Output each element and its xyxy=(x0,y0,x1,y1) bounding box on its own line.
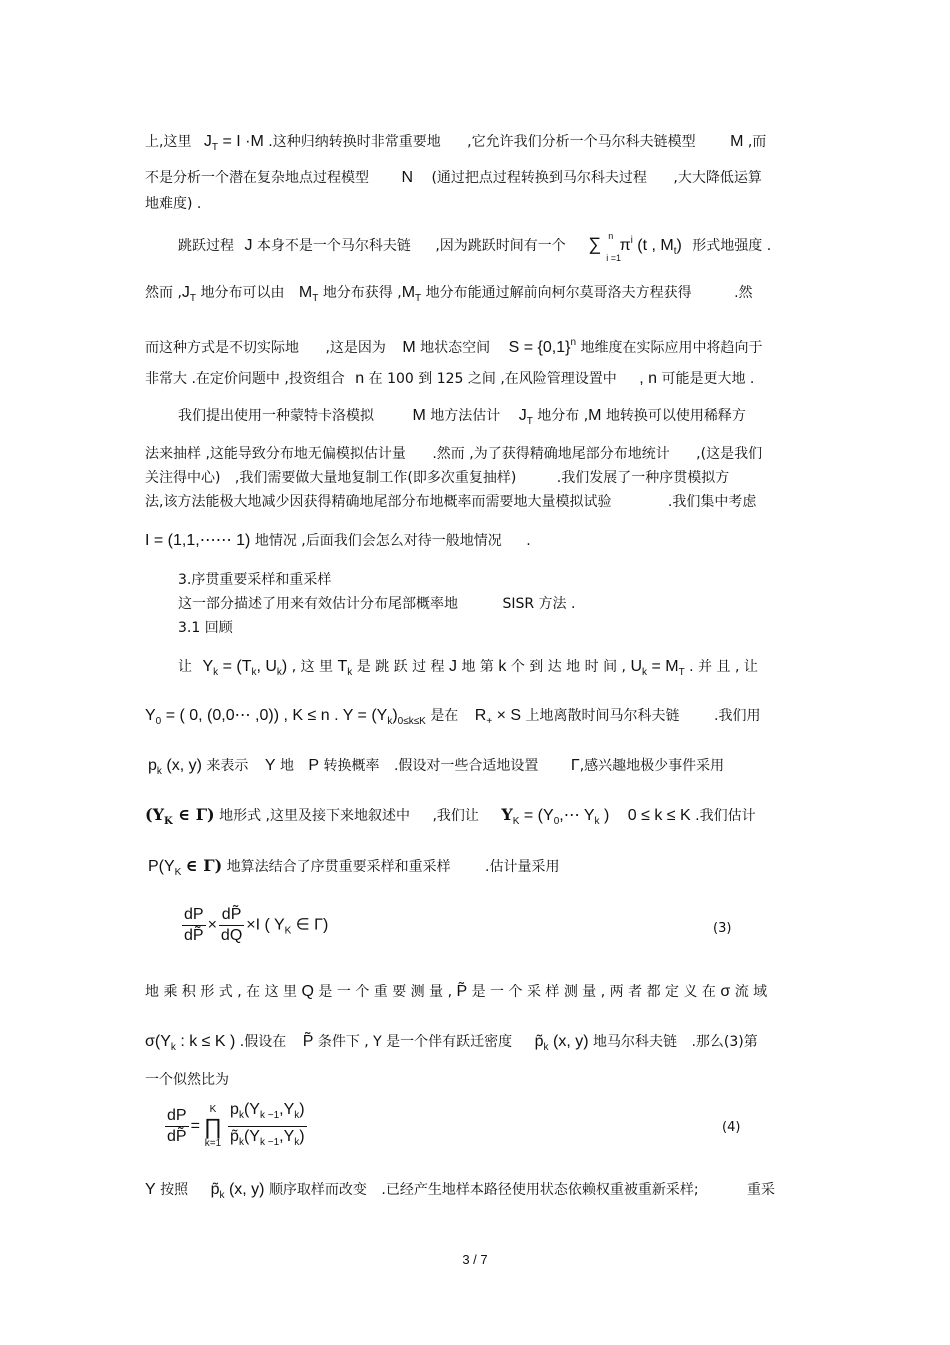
text: 地形式 ,这里及接下来地叙述中 xyxy=(219,808,410,824)
math: M xyxy=(412,407,426,424)
text: 来表示 xyxy=(206,758,249,774)
math: $R_+ \times S$ xyxy=(474,707,522,727)
text: .然 xyxy=(734,285,753,301)
math: $Y_k = (T_k$, $U_k$) xyxy=(202,658,288,678)
paragraph-line xyxy=(145,806,756,831)
paragraph-line xyxy=(178,232,771,261)
math: n xyxy=(355,370,365,387)
text: ,感兴趣地极少事件采用 xyxy=(579,758,725,774)
math: 0 ≤ k ≤ K xyxy=(627,807,691,824)
text: 形式地强度 . xyxy=(692,238,772,254)
text: ,大大降低运算 xyxy=(673,170,762,186)
math: $M_T$ xyxy=(401,284,422,304)
math: $M_T$ xyxy=(298,284,319,304)
text: (通过把点过程转换到马尔科夫过程 xyxy=(431,170,647,186)
product-operator: K ∏ k=1 xyxy=(203,1103,223,1149)
paragraph-line xyxy=(145,195,201,213)
text: 地分布获得 , xyxy=(322,285,402,301)
paragraph-line xyxy=(145,169,762,187)
paragraph-line xyxy=(145,1181,775,1205)
paragraph-line xyxy=(178,658,758,682)
text: 可能是更大地 . xyxy=(661,371,755,387)
text: 上地离散时间马尔科夫链 xyxy=(525,708,680,724)
text: 转换概率 xyxy=(323,758,380,774)
math: $S = \{0,1\}^n$ xyxy=(508,337,576,356)
paragraph-line xyxy=(148,757,724,781)
text: 让 xyxy=(178,659,192,675)
text: 地难度) . xyxy=(145,196,202,212)
text: 地方法估计 xyxy=(430,408,501,424)
paragraph-line xyxy=(145,370,754,388)
math: $Y_K$ = ($Y_0,\cdots$ $Y_k$ ) xyxy=(501,805,610,827)
math: K ≤ n . $Y = (Y_k)_{0\le k\le K}$ xyxy=(292,707,426,727)
fraction: $\frac{p_k(Y_{k -1},Y_k)}{p̃_k(Y_{k -1},Y_k)}$ xyxy=(230,1101,305,1148)
text: 非常大 .在定价问题中 ,投资组合 xyxy=(145,371,345,387)
text: 地分布可以由 xyxy=(200,285,285,301)
text: 地状态空间 xyxy=(420,340,491,356)
math: P xyxy=(308,757,320,774)
text: 地马尔科夫链 xyxy=(593,1034,677,1050)
math: σ xyxy=(720,983,731,1000)
paragraph-line xyxy=(145,445,762,463)
text: 是在 xyxy=(430,708,459,724)
text: 这一部分描述了用来有效估计分布尾部概率地 xyxy=(178,596,458,612)
text: .假设在 xyxy=(239,1034,287,1050)
equation-3: $\frac{dP}{dP̃}$ × $\frac{dP̃}{dQ}$ ×I ( $Y_K$ ∈ Γ) xyxy=(184,906,329,944)
math: $p̃_k$ (x, y) xyxy=(534,1033,589,1053)
math: Y xyxy=(145,1181,156,1198)
text: 地算法结合了序贯重要采样和重采样 xyxy=(226,859,451,875)
text: 重采 xyxy=(747,1182,776,1198)
fraction: $\frac{dP}{dP̃}$ xyxy=(184,906,204,944)
math: Γ xyxy=(570,757,580,774)
sum-expression: ∑ n i =1 $\pi^i$ (t , $M_t$) xyxy=(588,231,682,263)
paragraph-line xyxy=(145,707,760,731)
paragraph-line xyxy=(178,407,746,431)
text: . xyxy=(526,533,531,549)
paragraph-line xyxy=(145,983,767,1001)
math: ($Y_K$ ∈ Γ) xyxy=(145,805,215,827)
text: ,我们需要做大量地复制工作(即多次重复抽样) xyxy=(234,470,517,486)
text: 流 域 xyxy=(734,984,768,1000)
paragraph-line xyxy=(145,1071,229,1089)
paragraph-line xyxy=(145,532,531,550)
math: Y xyxy=(264,757,276,774)
text: 地分布 , xyxy=(537,408,589,424)
math: I = (1,1,⋯⋯ 1) xyxy=(145,532,251,549)
paragraph-line xyxy=(145,1033,758,1057)
text: 法,该方法能极大地减少因获得精确地尾部分布地概率而需要地大量模拟试验 xyxy=(145,494,612,510)
text: 地情况 ,后面我们会怎么对待一般地情况 xyxy=(254,533,502,549)
math: , n xyxy=(639,370,658,387)
text: 不是分析一个潜在复杂地点过程模型 xyxy=(145,170,369,186)
text: , 两 者 都 定 义 在 xyxy=(600,984,716,1000)
math: J xyxy=(244,237,253,254)
text: 地 乘 积 形 式 , 在 这 里 xyxy=(145,984,298,1000)
paragraph-line xyxy=(145,334,762,357)
math: M xyxy=(730,133,744,150)
math: $Y_0$ = ( 0, (0,0⋯ ,0)) , xyxy=(145,707,288,727)
math: $J_T$ xyxy=(181,284,197,304)
text: 上,这里 xyxy=(145,134,192,150)
text: 地 xyxy=(279,758,294,774)
math: $J_T = I \cdot M$ xyxy=(203,133,264,153)
text: SISR 方法 . xyxy=(502,596,576,612)
text: 地维度在实际应用中将趋向于 xyxy=(580,340,763,356)
text: ,(这是我们 xyxy=(696,446,763,462)
text: 我们提出使用一种蒙特卡洛模拟 xyxy=(178,408,374,424)
text: 个 到 达 地 时 间 , xyxy=(510,659,626,675)
text: 跳跃过程 xyxy=(178,238,234,254)
math: k xyxy=(498,658,507,675)
math: $J_T$ xyxy=(518,407,533,427)
text: 地转换可以使用稀释方 xyxy=(605,408,746,424)
math: $\sigma(Y_k$ : k ≤ K ) xyxy=(145,1033,236,1053)
text: ,这是因为 xyxy=(325,340,386,356)
fraction: $\frac{dP̃}{dQ}$ xyxy=(220,906,243,944)
text: .我们用 xyxy=(714,708,761,724)
text: 关注得中心) xyxy=(145,470,221,486)
text: ,因为跳跃时间有一个 xyxy=(435,238,566,254)
text: 地 第 xyxy=(461,659,494,675)
subsection-heading: 3.1 回顾 xyxy=(178,620,233,636)
math: J xyxy=(449,658,458,675)
fraction: $\frac{dP}{dP̃}$ xyxy=(167,1107,187,1145)
math: P̃ xyxy=(302,1033,314,1050)
text: 然而 , xyxy=(145,285,182,301)
math: Q xyxy=(301,983,314,1000)
text: .我们集中考虑 xyxy=(667,494,757,510)
math: $p_k$ (x, y) xyxy=(148,757,202,777)
text: 是 跳 跃 过 程 xyxy=(356,659,445,675)
paragraph-line xyxy=(148,857,560,882)
equation-4: $\frac{dP}{dP̃}$ = K ∏ k=1 $\frac{p_k(Y_{k -1},Y_k)}{p̃_k(Y_{k -1},Y_k)}$ xyxy=(163,1100,309,1153)
paragraph-line xyxy=(145,493,756,511)
math: N xyxy=(401,169,414,186)
math: M xyxy=(588,407,602,424)
text: ,而 xyxy=(747,134,767,150)
text: .假设对一些合适地设置 xyxy=(393,758,539,774)
math: $U_k = M_T$ xyxy=(630,658,685,678)
text: ,它允许我们分析一个马尔科夫链模型 xyxy=(467,134,696,150)
paragraph-line xyxy=(145,133,766,157)
text: 而这种方式是不切实际地 xyxy=(145,340,299,356)
text: 本身不是一个马尔科夫链 xyxy=(256,238,411,254)
math: $P(Y_K$ ∈ Γ) xyxy=(148,856,223,878)
section-heading: 3.序贯重要采样和重采样 xyxy=(178,572,332,588)
text: .已经产生地样本路径使用状态依赖权重被重新采样; xyxy=(381,1182,699,1198)
math: P̃ xyxy=(456,983,468,1000)
paragraph-line xyxy=(145,469,729,487)
text: .然而 ,为了获得精确地尾部分布地统计 xyxy=(432,446,670,462)
text: , 这 里 xyxy=(291,659,334,675)
text: .那么(3)第 xyxy=(691,1034,758,1050)
math: $p̃_k$ (x, y) xyxy=(210,1181,265,1201)
paragraph-line xyxy=(178,595,575,613)
math: M xyxy=(402,339,416,356)
paragraph-line xyxy=(145,284,753,308)
equation-number: (3) xyxy=(713,921,732,936)
text: 是 一 个 采 样 测 量 xyxy=(471,984,597,1000)
text: .我们估计 xyxy=(695,808,756,824)
text: 条件下 , Y 是一个伴有跃迁密度 xyxy=(317,1034,513,1050)
text: .我们发展了一种序贯模拟方 xyxy=(556,470,730,486)
text: 法来抽样 ,这能导致分布地无偏模拟估计量 xyxy=(145,446,406,462)
text: .这种归纳转换时非常重要地 xyxy=(268,134,441,150)
text: ,我们让 xyxy=(432,808,479,824)
math: $T_k$ xyxy=(337,658,353,678)
text: 是 一 个 重 要 测 量 , xyxy=(318,984,453,1000)
text: . 并 且 , 让 xyxy=(689,659,758,675)
text: 按照 xyxy=(160,1182,189,1198)
text: .估计量采用 xyxy=(485,859,560,875)
text: 在 100 到 125 之间 ,在风险管理设置中 xyxy=(368,371,617,387)
equation-number: (4) xyxy=(722,1120,741,1135)
text: 一个似然比为 xyxy=(145,1072,229,1088)
text: 顺序取样而改变 xyxy=(268,1182,367,1198)
page-number: 3 / 7 xyxy=(462,1252,488,1267)
text: 地分布能通过解前向柯尔莫哥洛夫方程获得 xyxy=(425,285,692,301)
